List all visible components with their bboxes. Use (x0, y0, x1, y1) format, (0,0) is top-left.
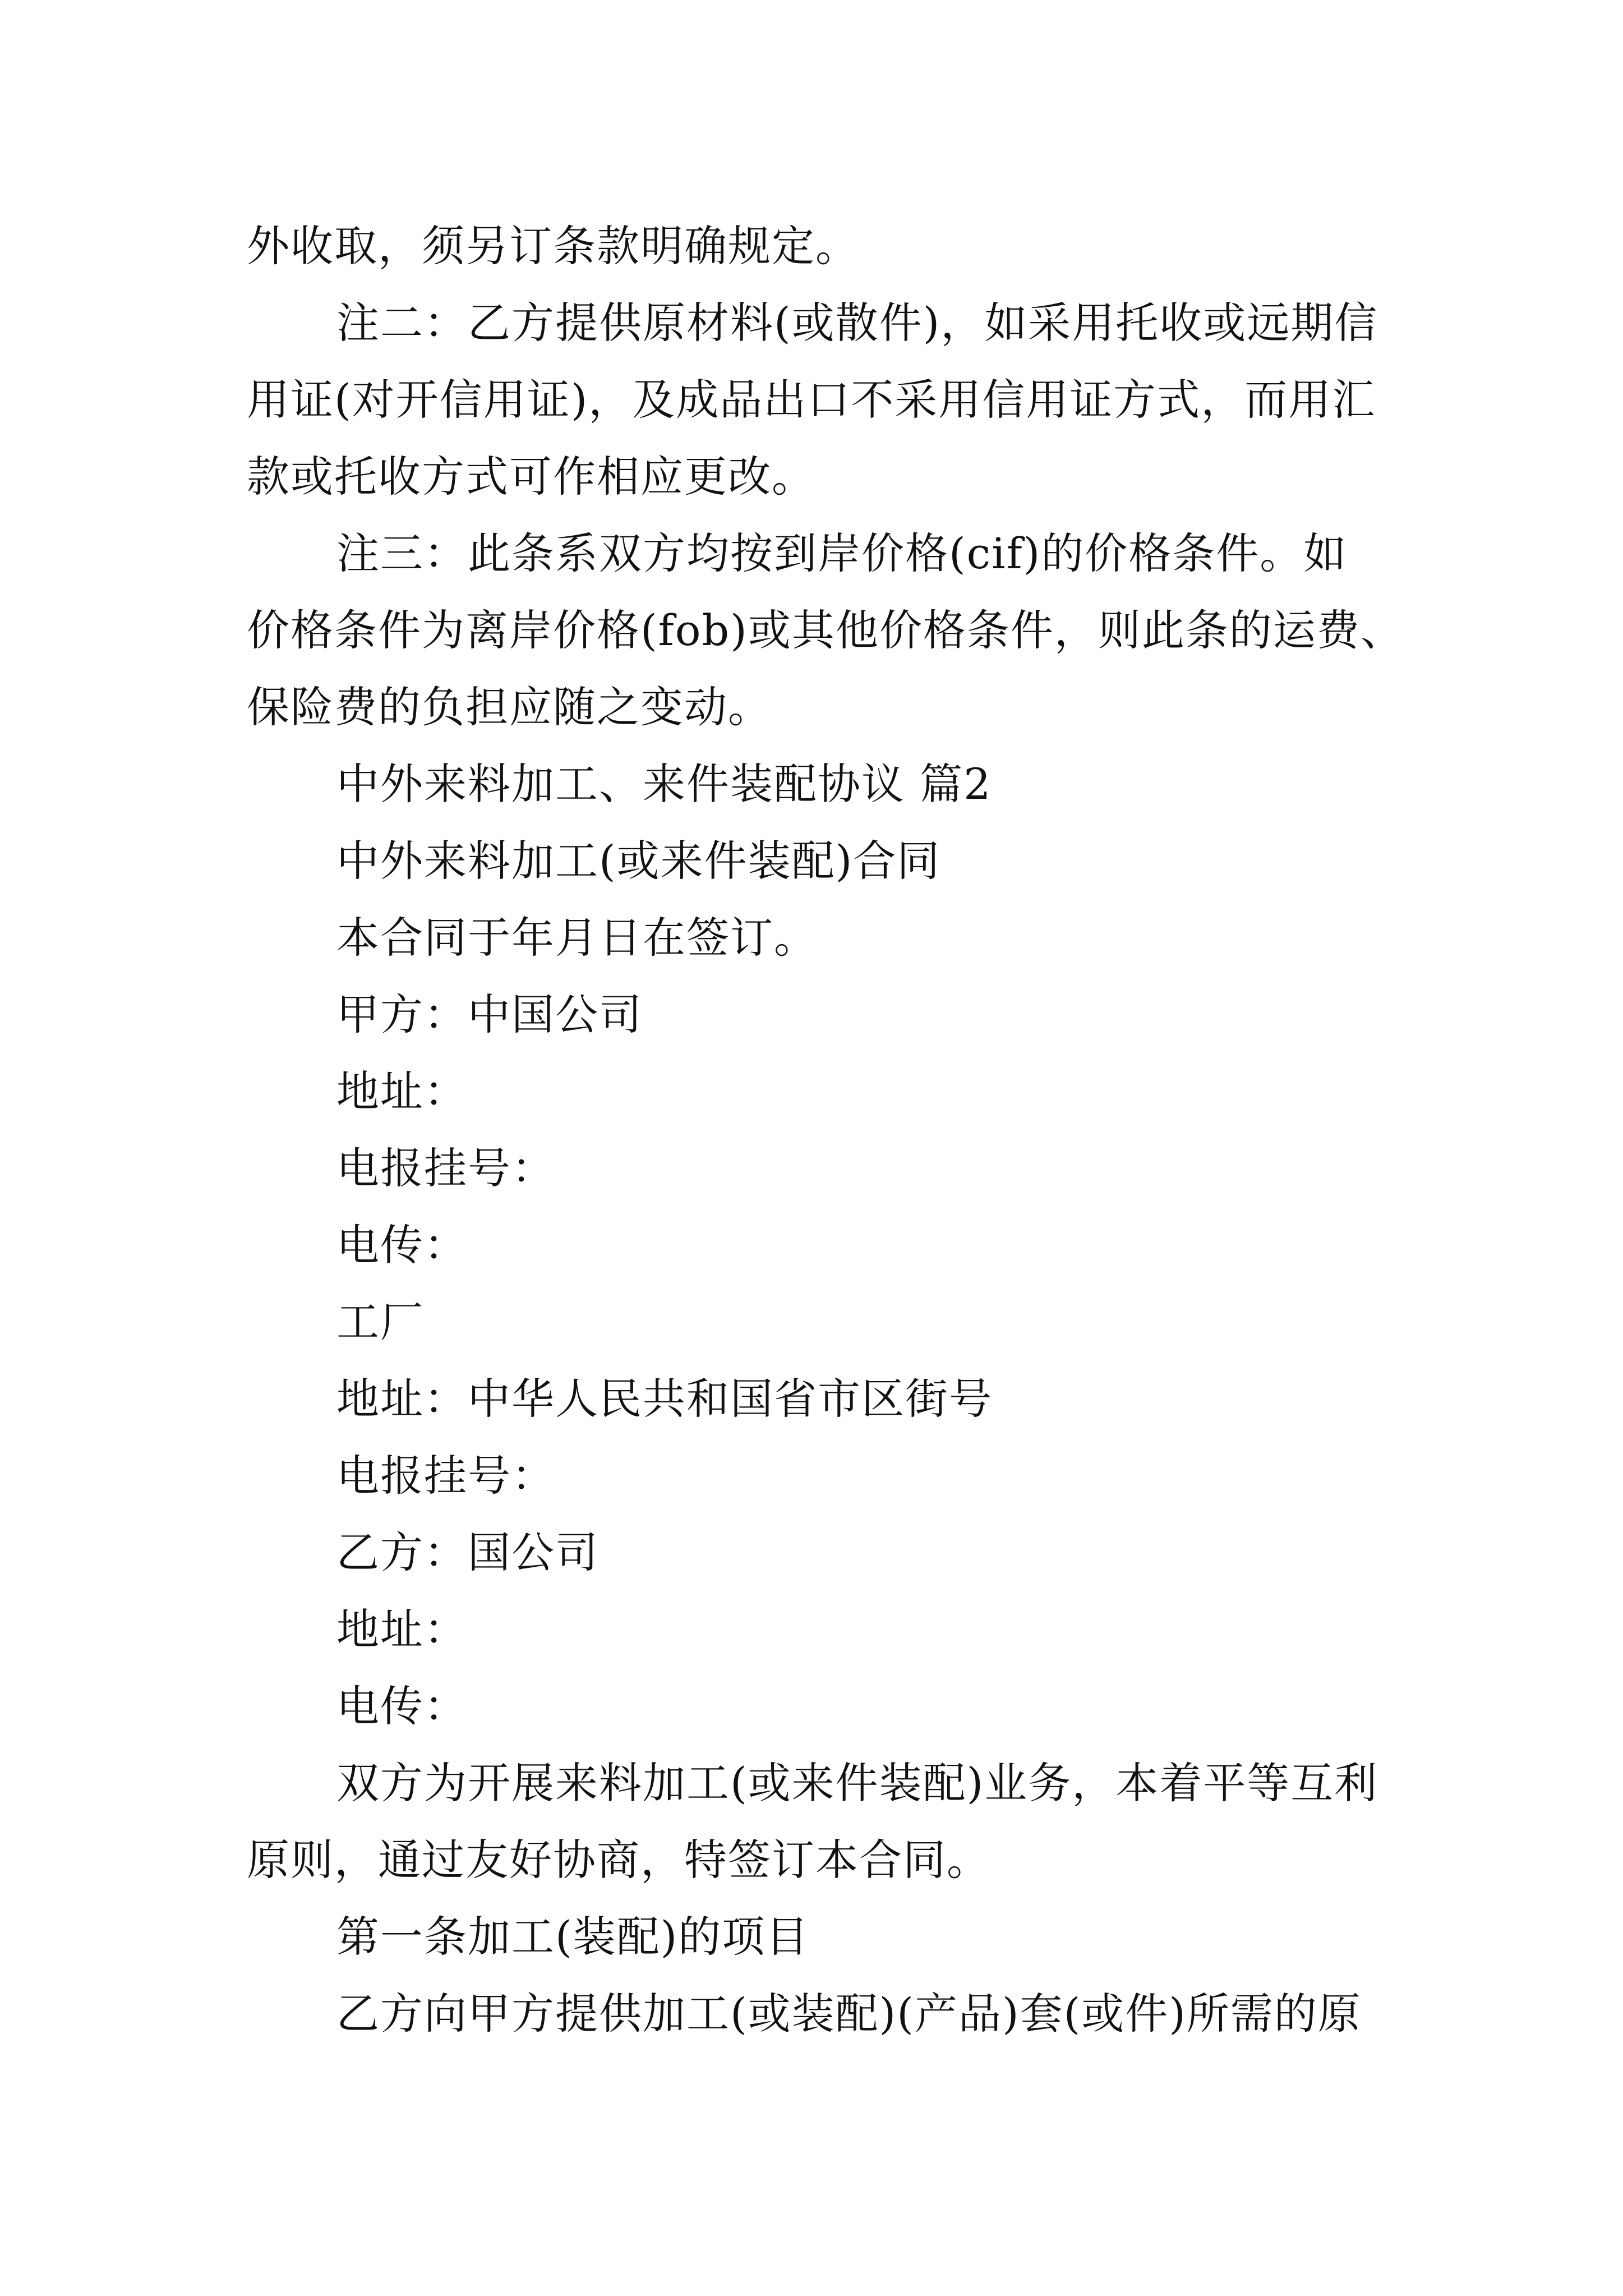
text-line: 用证(对开信用证)，及成品出口不采用信用证方式，而用汇 (247, 375, 1376, 425)
address-label: 地址：中华人民共和国省市区街号 (336, 1374, 993, 1424)
text-line: 原则，通过友好协商，特签订本合同。 (247, 1835, 990, 1885)
text-line: 款或托收方式可作相应更改。 (247, 452, 815, 501)
text-line: 外收取，须另订条款明确规定。 (247, 221, 859, 271)
text-line: 双方为开展来料加工(或来件装配)业务，本着平等互利 (336, 1758, 1378, 1808)
contract-title: 中外来料加工(或来件装配)合同 (336, 836, 941, 886)
text-line: 注三：此条系双方均按到岸价格(cif)的价格条件。如 (336, 528, 1348, 578)
cable-label: 电报挂号： (336, 1451, 555, 1501)
cable-label: 电报挂号： (336, 1143, 555, 1193)
party-a: 甲方：中国公司 (336, 990, 643, 1039)
address-label: 地址： (336, 1604, 468, 1654)
text-line: 乙方向甲方提供加工(或装配)(产品)套(或件)所需的原 (336, 1989, 1362, 2039)
address-label: 地址： (336, 1066, 468, 1116)
document-body (247, 208, 1404, 2052)
text-line: 注二：乙方提供原材料(或散件)，如采用托收或远期信 (336, 298, 1378, 348)
factory-label: 工厂 (336, 1297, 424, 1347)
party-b: 乙方：国公司 (336, 1527, 599, 1577)
text-line: 保险费的负担应随之变动。 (247, 682, 772, 732)
article-heading: 第一条加工(装配)的项目 (336, 1912, 810, 1962)
telex-label: 电传： (336, 1220, 468, 1270)
section-heading: 中外来料加工、来件装配协议 篇2 (336, 759, 992, 809)
telex-label: 电传： (336, 1681, 468, 1731)
text-line: 本合同于年月日在签订。 (336, 913, 818, 963)
text-line: 价格条件为离岸价格(fob)或其他价格条件，则此条的运费、 (247, 605, 1404, 655)
